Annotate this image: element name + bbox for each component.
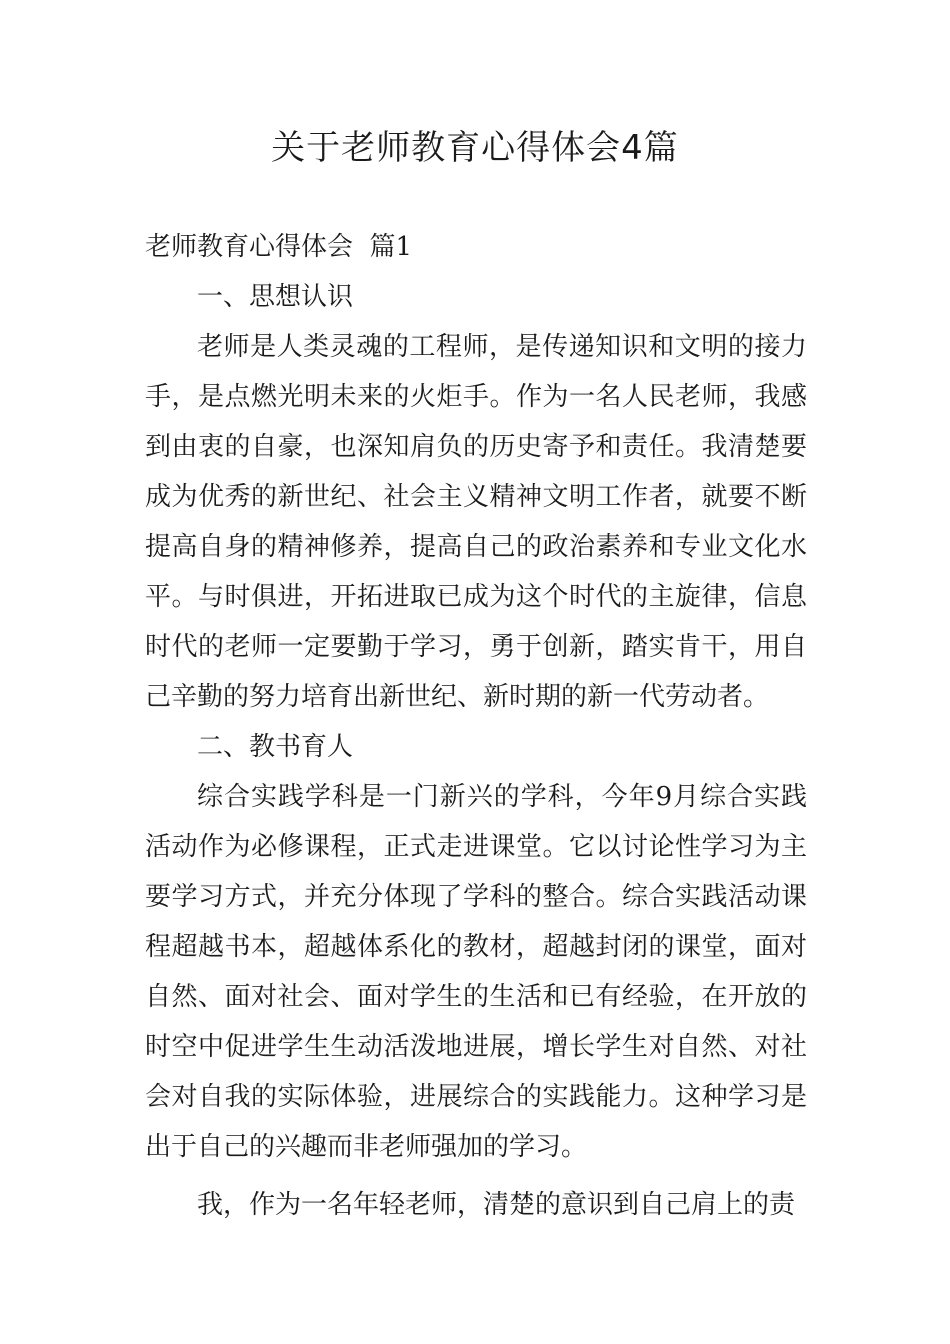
document-title: 关于老师教育心得体会4篇: [271, 128, 679, 168]
paragraph-teacher-role: 老师是人类灵魂的工程师，是传递知识和文明的接力手，是点燃光明未来的火炬手。作为一名人民老师，我感到由衷的自豪，也深知肩负的历史寄予和责任。我清楚要成为优秀的新世纪、社会主义精神文明工作者，就要不断提高自身的精神修养，提高自己的政治素养和专业文化水平。与时俱进，开拓进取已成为这个时代的主旋律，信息时代的老师一定要勤于学习，勇于创新，踏实肯干，用自己辛勤的努力培育出新世纪、新时期的新一代劳动者。: [145, 332, 807, 712]
paragraph-young-teacher: 我，作为一名年轻老师，清楚的意识到自己肩上的责: [197, 1190, 796, 1220]
document-body: [145, 222, 807, 1230]
sub-heading-teaching: 二、教书育人: [197, 732, 354, 762]
section-heading: 老师教育心得体会 篇1: [145, 232, 413, 262]
sub-heading-thought: 一、思想认识: [197, 282, 354, 312]
paragraph-practice-course: 综合实践学科是一门新兴的学科，今年9月综合实践活动作为必修课程，正式走进课堂。它以讨论性学习为主要学习方式，并充分体现了学科的整合。综合实践活动课程超越书本，超越体系化的教材，超越封闭的课堂，面对自然、面对社会、面对学生的生活和已有经验，在开放的时空中促进学生生动活泼地进展，增长学生对自然、对社会对自我的实际体验，进展综合的实践能力。这种学习是出于自己的兴趣而非老师强加的学习。: [145, 782, 807, 1162]
